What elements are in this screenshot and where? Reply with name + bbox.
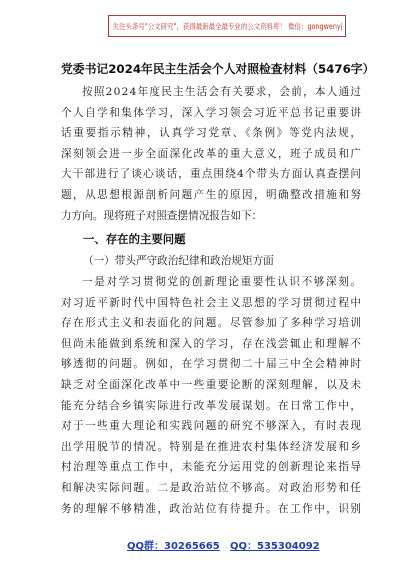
qq-contact-number: 535304092 [257,541,320,552]
body-line: 缺乏对全面深化改革中一些重要论断的深刻理解，以及未 [61,378,363,391]
body-paragraph [61,272,361,519]
intro-line: 大干部进行了谈心谈话，重点围绕4个带头方面认真查摆问 [61,168,363,181]
body-line: 存在形式主义和表面化的问题。尽管参加了多种学习培训 [61,317,363,330]
body-line: 和解决实际问题。二是政治站位不够高。对政治形势和任 [61,481,363,494]
body-line: 能充分结合乡镇实际进行改革发展谋划。在日常工作中， [61,399,363,412]
qq-contact-label: QQ： [230,541,258,552]
promo-banner [108,15,346,37]
document-title: 党委书记2024年民主生活会个人对照检查材料（5476字） [61,62,375,76]
qq-contact-info[interactable] [230,537,320,552]
intro-line: 话重要指示精神，认真学习党章、《条例》等党内法规， [61,127,363,140]
body-line: 出学用脱节的情况。特别是在推进农村集体经济发展和乡 [61,440,363,453]
body-line: 对习近平新时代中国特色社会主义思想的学习贯彻过程中 [61,296,363,309]
qq-group-number: 30265665 [164,541,220,552]
intro-line: 按照2024年度民主生活会有关要求，会前，本人通过 [82,86,363,98]
qq-group-info[interactable] [127,537,220,552]
qq-group-label: QQ群： [127,541,165,552]
body-line: 一是对学习贯彻党的创新理论重要性认识不够深刻。 [82,276,363,288]
body-line: 够透彻的问题。例如，在学习贯彻二十届三中全会精神时 [61,358,363,371]
intro-line: 题，从思想根源剖析问题产生的原因，明确整改措施和努 [61,188,363,201]
body-line: 但尚未能做到系统和深入的学习，存在浅尝辄止和理解不 [61,337,363,350]
body-line: 村治理等重点工作中，未能充分运用党的创新理论来指导 [61,461,363,474]
intro-paragraph [61,82,361,226]
body-line: 对于一些重大理论和实践问题的研究不够深入，有时表现 [61,420,363,433]
intro-line: 力方向。现将班子对照查摆情况报告如下： [61,209,263,222]
subsection-heading: （一）带头严守政治纪律和政治规矩方面 [83,255,274,267]
intro-line: 个人自学和集体学习，深入学习领会习近平总书记重要讲 [61,106,363,119]
promo-banner-text: 关注头条号"公文研究"，获得最新最全最专业的公文资料库！ 微信：gongwenyj [112,21,343,31]
intro-line: 深刻领会进一步全面深化改革的重大意义，班子成员和广 [61,147,363,160]
body-line: 务的理解不够精准，政治站位有待提升。在工作中，识别 [61,502,363,515]
section-heading: 一、存在的主要问题 [83,232,186,246]
